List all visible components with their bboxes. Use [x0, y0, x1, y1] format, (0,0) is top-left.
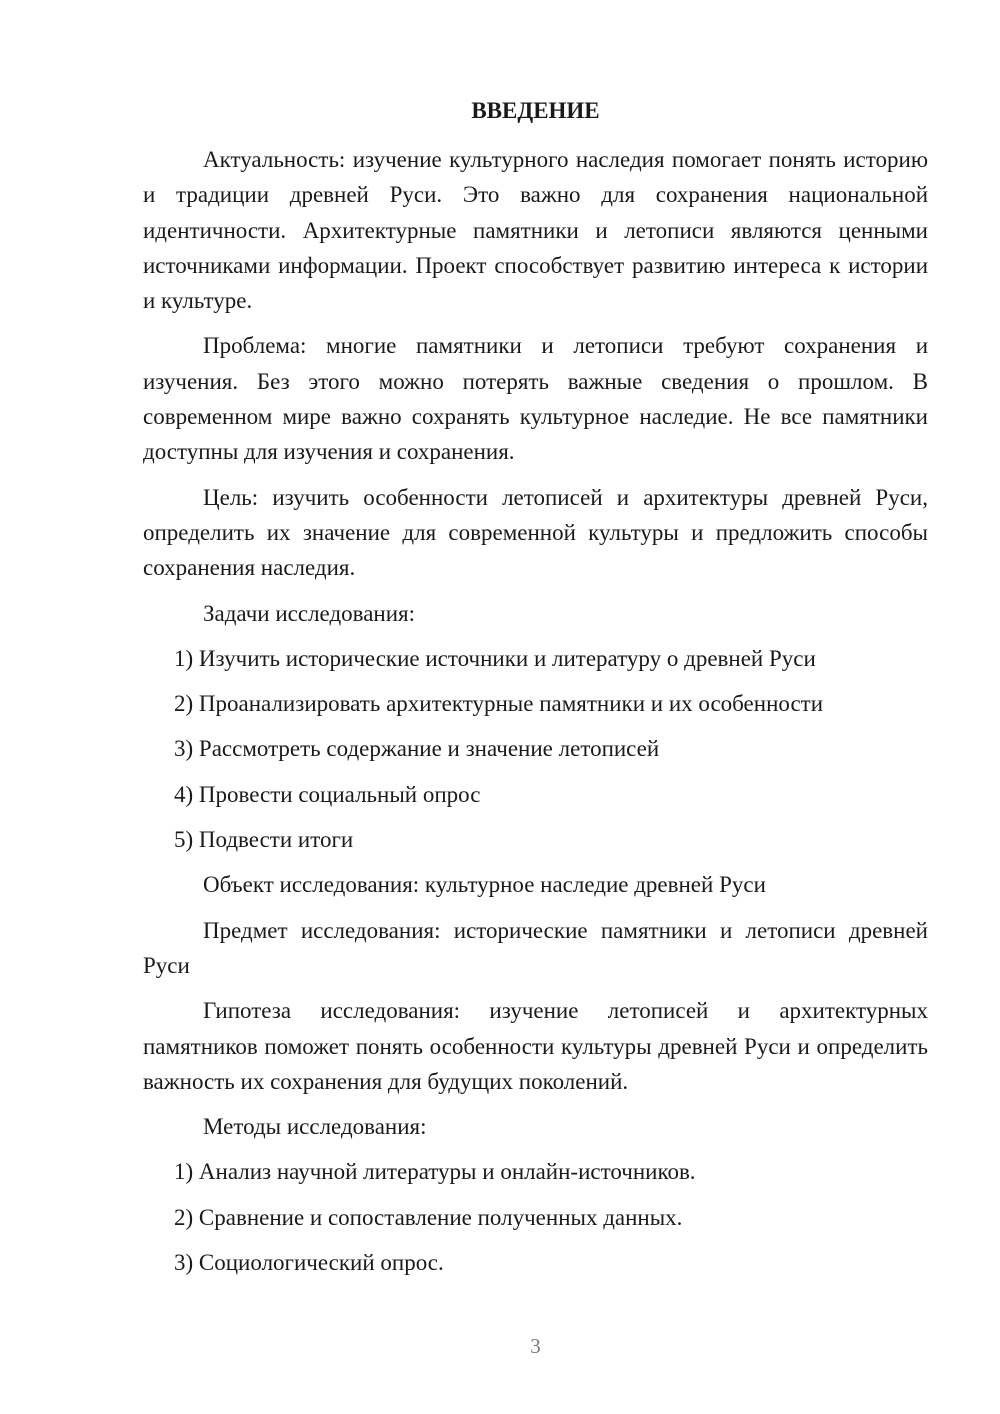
page-title: ВВЕДЕНИЕ	[471, 98, 600, 123]
list-item: 3) Рассмотреть содержание и значение летописей	[174, 736, 660, 762]
document-body	[143, 142, 928, 1290]
list-item: 1) Анализ научной литературы и онлайн-источников.	[174, 1159, 696, 1185]
list-item: 4) Провести социальный опрос	[174, 781, 481, 807]
list-item: 1) Изучить исторические источники и литературу о древней Руси	[174, 645, 816, 671]
list-item: 5) Подвести итоги	[174, 827, 354, 853]
object-line: Объект исследования: культурное наследие древней Руси	[203, 872, 766, 898]
goal-paragraph: Цель: изучить особенности летописей и архитектуры древней Руси, определить их значение для современной культуры и предложить способы сохранения наследия.	[143, 484, 928, 581]
list-item: 3) Социологический опрос.	[174, 1250, 444, 1276]
relevance-paragraph: Актуальность: изучение культурного наследия помогает понять историю и традиции древней Руси. Это важно для сохранения национальной идентичности. Архитектурные памятники и летописи являются ценными источниками информации. Проект способствует развитию интереса к истории и культуре.	[143, 147, 928, 314]
methods-heading: Методы исследования:	[203, 1114, 427, 1140]
tasks-heading: Задачи исследования:	[203, 600, 416, 626]
subject-paragraph: Предмет исследования: исторические памятники и летописи древней Руси	[143, 917, 928, 978]
hypothesis-paragraph: Гипотеза исследования: изучение летописей и архитектурных памятников поможет понять особенности культуры древней Руси и определить важность их сохранения для будущих поколений.	[143, 998, 928, 1094]
methods-list	[143, 1154, 928, 1280]
problem-paragraph: Проблема: многие памятники и летописи требуют сохранения и изучения. Без этого можно потерять важные сведения о прошлом. В современном мире важно сохранять культурное наследие. Не все памятники доступны для изучения и сохранения.	[143, 333, 928, 465]
list-item: 2) Проанализировать архитектурные памятники и их особенности	[174, 691, 824, 717]
list-item: 2) Сравнение и сопоставление полученных данных.	[174, 1204, 683, 1230]
document-page	[143, 0, 928, 1414]
tasks-list	[143, 641, 928, 857]
page-number: 3	[530, 1334, 541, 1358]
